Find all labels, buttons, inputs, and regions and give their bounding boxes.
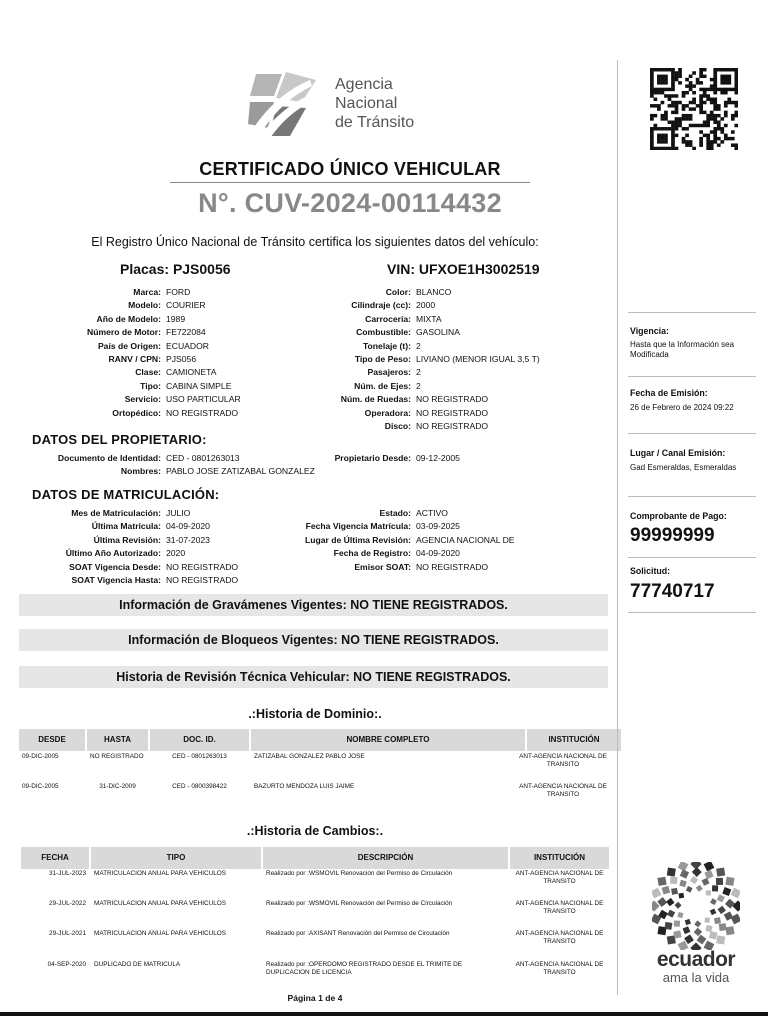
field-row (20, 353, 276, 366)
field-value: 2 (416, 367, 421, 378)
field-row (20, 507, 276, 520)
field-row (268, 299, 606, 312)
field-value: CED - 0801263013 (166, 453, 240, 463)
bottom-border (0, 1012, 768, 1016)
field-value: ECUADOR (166, 340, 209, 351)
solicitud-value: 77740717 (630, 581, 715, 602)
sidebar-rule (628, 557, 756, 558)
field-value: ACTIVO (416, 508, 448, 518)
field-value: NO REGISTRADO (166, 561, 239, 572)
logo-line-3: de Tránsito (335, 114, 415, 131)
field-value: CAMIONETA (166, 367, 217, 378)
qr-code-icon (650, 68, 738, 150)
field-row (268, 452, 606, 465)
vin-field (387, 261, 540, 277)
certificate-number: N°. CUV-2024-00114432 (198, 188, 502, 218)
field-value: 1989 (166, 313, 186, 324)
field-row (268, 340, 606, 353)
field-value: NO REGISTRADO (416, 561, 489, 572)
field-label: País de Origen: (97, 340, 161, 351)
field-row (20, 561, 276, 574)
field-label: Núm. de Ruedas: (340, 394, 411, 405)
placas-field (120, 261, 231, 277)
cambios-cell: ANT-AGENCIA NACIONAL DE TRANSITO (515, 930, 604, 945)
title-divider (170, 182, 530, 183)
field-label: Propietario Desde: (334, 453, 411, 463)
field-row (268, 407, 606, 420)
field-row (20, 465, 346, 478)
lugar-label: Lugar / Canal Emisión: (630, 448, 726, 458)
cambios-col-tipo: TIPO (91, 847, 261, 869)
field-row (20, 534, 276, 547)
field-value: 04-09-2020 (416, 548, 460, 559)
field-value: USO PARTICULAR (166, 394, 241, 405)
field-label: Año de Modelo: (96, 313, 161, 324)
field-value: JULIO (166, 508, 191, 518)
cambios-cell: ANT-AGENCIA NACIONAL DE TRANSITO (515, 961, 604, 976)
field-label: Emisor SOAT: (354, 561, 411, 572)
sidebar-rule (628, 376, 756, 377)
cambios-cell: 29-JUL-2022 (49, 900, 86, 907)
cambios-cell: 04-SEP-2020 (47, 961, 86, 968)
field-label: Disco: (384, 420, 411, 431)
field-label: Carrocería: (365, 313, 411, 324)
field-value: NO REGISTRADO (166, 407, 239, 418)
table-row (21, 900, 611, 916)
dominio-col-hasta: HASTA (87, 729, 148, 751)
revision-banner: Historia de Revisión Técnica Vehicular: NO TIENE REGISTRADOS. (19, 666, 608, 688)
field-value: 03-09-2025 (416, 521, 460, 532)
field-row (268, 366, 606, 379)
field-label: Tipo: (140, 380, 161, 391)
vigencia-value: Hasta que la Información sea Modificada (630, 340, 735, 359)
cambios-col-descripcion: DESCRIPCIÓN (263, 847, 508, 869)
owner-data-right (268, 452, 606, 465)
placas-label: Placas: (120, 261, 170, 277)
cambios-cell: Realizado por :WSMOVIL Renovación del Permiso de Circulación (266, 900, 453, 907)
field-row (268, 561, 606, 574)
field-row (268, 380, 606, 393)
table-row (19, 753, 621, 769)
pago-value: 99999999 (630, 525, 715, 546)
dominio-table (19, 729, 623, 798)
field-value: GASOLINA (416, 327, 460, 338)
solicitud-label: Solicitud: (630, 566, 671, 576)
table-row (21, 930, 611, 946)
field-label: Tonelaje (t): (362, 340, 411, 351)
field-row (268, 520, 606, 533)
field-value: NO REGISTRADO (416, 407, 489, 418)
cambios-table (21, 847, 611, 976)
field-value: 2 (416, 380, 421, 391)
owner-heading: DATOS DEL PROPIETARIO: (32, 432, 207, 447)
field-label: Marca: (133, 287, 161, 297)
field-row (20, 407, 276, 420)
dominio-col-institucion: INSTITUCIÓN (527, 729, 621, 751)
cambios-col-fecha: FECHA (21, 847, 89, 869)
field-label: Cilindraje (cc): (351, 300, 411, 311)
dominio-cell: ANT-AGENCIA NACIONAL DE TRANSITO (519, 753, 607, 768)
field-value: LIVIANO (MENOR IGUAL 3,5 T) (416, 353, 540, 364)
field-label: Combustible: (356, 327, 411, 338)
dominio-heading: .:Historia de Dominio:. (248, 707, 382, 721)
dominio-col-desde: DESDE (19, 729, 85, 751)
logo-line-1: Agencia (335, 76, 393, 93)
field-label: Servicio: (124, 394, 161, 405)
field-value: AGENCIA NACIONAL DE (416, 534, 515, 545)
field-label: Mes de Matriculación: (71, 508, 161, 518)
field-row (20, 313, 276, 326)
sidebar-rule (628, 433, 756, 434)
field-row (20, 547, 276, 560)
registration-heading: DATOS DE MATRICULACIÓN: (32, 487, 220, 502)
field-value: FORD (166, 287, 191, 297)
cambios-cell: DUPLICADO DE MATRICULA (94, 961, 181, 968)
bloqueos-banner: Información de Bloqueos Vigentes: NO TIENE REGISTRADOS. (19, 629, 608, 651)
field-row (20, 326, 276, 339)
lugar-value: Gad Esmeraldas, Esmeraldas (630, 463, 737, 472)
intro-text: El Registro Único Nacional de Tránsito certifica los siguientes datos del vehículo: (91, 235, 539, 249)
field-label: Color: (385, 287, 411, 297)
cambios-cell: 31-JUL-2023 (49, 870, 86, 877)
field-label: Pasajeros: (367, 367, 411, 378)
vehicle-data-right (268, 286, 606, 433)
field-value: PABLO JOSE ZATIZABAL GONZALEZ (166, 466, 315, 477)
dominio-cell: 09-DIC-2005 (22, 753, 59, 760)
dominio-cell: 09-DIC-2005 (22, 783, 59, 790)
placas-value: PJS0056 (172, 261, 231, 277)
sidebar-rule (628, 496, 756, 497)
emision-value: 26 de Febrero de 2024 09:22 (630, 403, 734, 412)
field-row (268, 507, 606, 520)
dominio-cell: CED - 0800398422 (172, 783, 227, 790)
ecuador-tagline: ama la vida (662, 970, 730, 985)
field-row (268, 420, 606, 433)
field-row (268, 326, 606, 339)
field-label: Modelo: (128, 300, 161, 311)
cambios-col-institucion: INSTITUCIÓN (510, 847, 609, 869)
cambios-heading: .:Historia de Cambios:. (246, 824, 384, 838)
field-value: COURIER (166, 300, 206, 311)
field-row (20, 520, 276, 533)
table-row (21, 961, 611, 977)
cambios-cell: MATRICULACION ANUAL PARA VEHICULOS (94, 900, 226, 907)
field-label: Estado: (379, 508, 411, 518)
field-label: Número de Motor: (87, 327, 161, 338)
field-row (268, 393, 606, 406)
field-value: NO REGISTRADO (416, 394, 489, 405)
cambios-table-header (21, 847, 611, 869)
field-row (20, 366, 276, 379)
field-row (268, 286, 606, 299)
field-row (20, 340, 276, 353)
field-label: RANV / CPN: (108, 353, 161, 364)
field-value: NO REGISTRADO (166, 574, 239, 585)
cambios-cell: MATRICULACION ANUAL PARA VEHICULOS (94, 930, 226, 937)
logo-line-2: Nacional (335, 95, 398, 112)
field-label: Última Revisión: (93, 534, 161, 545)
field-label: Clase: (135, 367, 161, 378)
field-label: Nombres: (120, 466, 161, 477)
field-row (20, 286, 276, 299)
table-row (19, 783, 621, 799)
registration-data-left (20, 507, 276, 587)
cambios-cell: Realizado por :WSMOVIL Renovación del Permiso de Circulación (266, 870, 453, 877)
sidebar-rule (628, 312, 756, 313)
field-value: PJS056 (166, 353, 197, 364)
field-value: CABINA SIMPLE (166, 380, 232, 391)
dominio-cell: 31-DIC-2009 (99, 783, 136, 790)
field-row (20, 393, 276, 406)
field-row (20, 299, 276, 312)
field-label: SOAT Vigencia Desde: (69, 561, 161, 572)
field-row (268, 353, 606, 366)
field-label: Tipo de Peso: (354, 353, 411, 364)
field-label: Ortopédico: (112, 407, 161, 418)
ant-logo-mark-icon (246, 66, 320, 140)
ecuador-wordmark: ecuador (656, 948, 736, 971)
dominio-cell: ANT-AGENCIA NACIONAL DE TRANSITO (519, 783, 607, 798)
emision-label: Fecha de Emisión: (630, 388, 708, 398)
sidebar-rule (628, 612, 756, 613)
field-label: Fecha de Registro: (333, 548, 411, 559)
field-value: 04-09-2020 (166, 521, 210, 532)
field-row (268, 547, 606, 560)
table-row (21, 870, 611, 886)
field-value: 2020 (166, 548, 186, 559)
gravamenes-banner: Información de Gravámenes Vigentes: NO TIENE REGISTRADOS. (19, 594, 608, 616)
cambios-cell: ANT-AGENCIA NACIONAL DE TRANSITO (515, 870, 604, 885)
dominio-cell: BAZURTO MENDOZA LUIS JAIME (254, 783, 355, 790)
field-value: 2 (416, 340, 421, 351)
field-label: Última Matrícula: (91, 521, 161, 532)
dominio-cell: NO REGISTRADO (90, 753, 144, 760)
field-value: 2000 (416, 300, 436, 311)
dominio-cell: CED - 0801263013 (172, 753, 227, 760)
field-label: Documento de Identidad: (57, 453, 161, 463)
field-label: Lugar de Última Revisión: (304, 534, 411, 545)
dominio-col-nombre: NOMBRE COMPLETO (251, 729, 525, 751)
vin-value: UFXOE1H3002519 (418, 261, 540, 277)
field-label: Último Año Autorizado: (65, 548, 161, 559)
ant-logo-text (335, 75, 414, 132)
field-label: Núm. de Ejes: (354, 380, 411, 391)
field-label: SOAT Vigencia Hasta: (71, 574, 161, 585)
cambios-cell: Realizado por :OPERDOMO REGISTRADO DESDE EL TRIMITE DE DUPLICACION DE LICENCIA (266, 961, 463, 976)
cambios-cell: MATRICULACION ANUAL PARA VEHICULOS (94, 870, 226, 877)
ecuador-logo (646, 862, 746, 985)
field-label: Fecha Vigencia Matrícula: (305, 521, 411, 532)
field-row (20, 380, 276, 393)
cambios-cell: Realizado por :AXISANT Renovación del Permiso de Circulación (266, 930, 450, 937)
field-label: Operadora: (364, 407, 411, 418)
dominio-col-doc: DOC. ID. (150, 729, 249, 751)
field-value: BLANCO (416, 287, 452, 297)
registration-data-right (268, 507, 606, 574)
ecuador-ring-icon (652, 862, 740, 950)
dominio-cell: ZATIZABAL GONZALEZ PABLO JOSE (254, 753, 365, 760)
pago-label: Comprobante de Pago: (630, 511, 727, 521)
field-value: 31-07-2023 (166, 534, 210, 545)
field-value: 09-12-2005 (416, 453, 460, 463)
vigencia-label: Vigencia: (630, 326, 669, 336)
field-value: MIXTA (416, 313, 442, 324)
sidebar-divider (617, 60, 618, 995)
certificate-title: CERTIFICADO ÚNICO VEHICULAR (199, 159, 501, 179)
vin-label: VIN: (387, 261, 415, 277)
field-value: FE722084 (166, 327, 206, 338)
vehicle-data-left (20, 286, 276, 420)
cambios-cell: ANT-AGENCIA NACIONAL DE TRANSITO (515, 900, 604, 915)
field-row (268, 313, 606, 326)
field-row (268, 534, 606, 547)
field-value: NO REGISTRADO (416, 420, 489, 431)
field-row (20, 574, 276, 587)
dominio-table-header (19, 729, 623, 751)
page-number: Página 1 de 4 (287, 993, 343, 1003)
ant-logo (246, 66, 426, 144)
cambios-cell: 29-JUL-2021 (49, 930, 86, 937)
